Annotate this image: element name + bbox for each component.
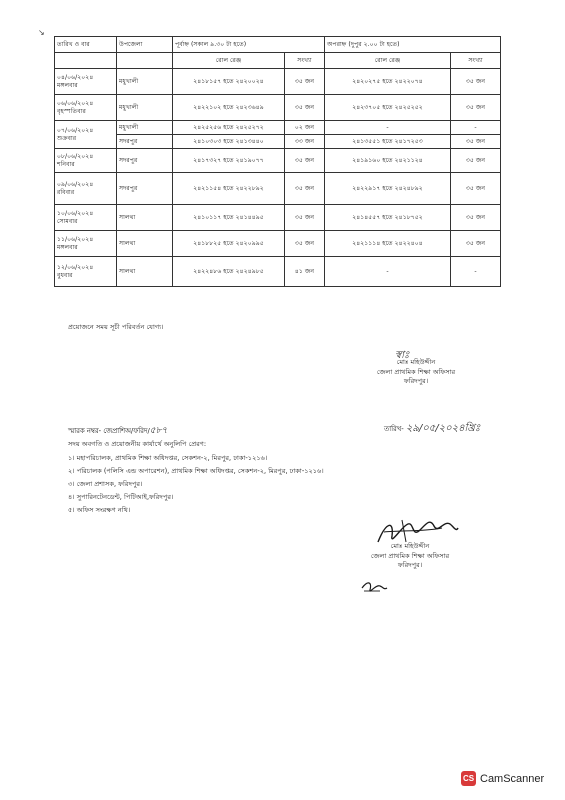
pm-roll-cell: ২৪২২৯১৭ হতে ২৪২৪৮৯২ (325, 173, 451, 205)
pm-roll-cell: ২৪২৩৭০৫ হতে ২৪২৫২৫২ (325, 95, 451, 121)
header-date-day: তারিখ ও বার (55, 37, 117, 53)
upazila-cell: সালথা (117, 257, 173, 287)
am-count-cell: ৩৫ জন (285, 231, 325, 257)
table-header-row (55, 37, 501, 53)
camscanner-label: CamScanner (480, 772, 545, 785)
am-roll-cell: ২৪১৮৮২৫ হতে ২৪২০৯৯৫ (173, 231, 285, 257)
table-row (55, 205, 501, 231)
pm-count-cell: ৩৫ জন (451, 135, 501, 149)
header-am-count: সংখ্যা (285, 53, 325, 69)
am-count-cell: ৩৫ জন (285, 95, 325, 121)
officer-name: মোঃ মহিউদ্দীন (390, 542, 430, 550)
am-count-cell: ৩৫ জন (285, 69, 325, 95)
table-row (55, 69, 501, 95)
am-roll-cell: ২৪১০৩০৩ হতে ২৪১৩৪৪০ (173, 135, 285, 149)
table-subheader-row (55, 53, 501, 69)
header-afternoon: অপরাহ্ন (দুপুর ২.০০ টা হতে) (325, 37, 501, 53)
pm-count-cell: ৩৫ জন (451, 149, 501, 173)
memo-date-label: তারিখ- (384, 425, 404, 433)
am-count-cell: ৩৫ জন (285, 205, 325, 231)
header-am-roll-range: রোল রেঞ্জ (173, 53, 285, 69)
signature-block-2 (340, 542, 480, 571)
corner-mark: ↘ (38, 28, 45, 37)
am-roll-cell: ২৪১৮১৫৭ হতে ২৪২০০২৪ (173, 69, 285, 95)
memo-number (68, 423, 167, 438)
date-cell: ১২/০৬/২০২৪ বুধবার (55, 257, 117, 287)
pm-roll-cell: ২৪২১১১৪ হতে ২৪২২৪০৪ (325, 231, 451, 257)
list-item: ২। পরিচালক (পলিসি এন্ড অপারেশন), প্রাথমিক শিক্ষা অধিদপ্তর, সেকশন-২, মিরপুর, ঢাকা-১২১৬। (68, 467, 324, 475)
memo-date-value: ২৯/০৫/২০২৪খ্রিঃ (405, 423, 481, 434)
pm-roll-cell: ২৪১৯১৬০ হতে ২৪২১১২৪ (325, 149, 451, 173)
initials-mark (360, 578, 388, 594)
date-cell: ০৭/০৬/২০২৪ শুক্রবার (55, 121, 117, 149)
table-row (55, 149, 501, 173)
signature-mark: স্বাঃ (395, 350, 410, 361)
memo-number-label: স্মারক নম্বর- জেপ্রাশিঅ/ফরিদ/ (68, 427, 150, 435)
am-roll-cell: ২৪২২১০২ হতে ২৪২৩৬৪৯ (173, 95, 285, 121)
upazila-cell: সালথা (117, 231, 173, 257)
upazila-cell: সদরপুর (117, 135, 173, 149)
pm-count-cell: ৩৫ জন (451, 205, 501, 231)
list-item: ৩। জেলা প্রশাসক, ফরিদপুর। (68, 480, 143, 488)
cc-heading: সদয় অবগতি ও প্রয়োজনীয় কার্যার্থে অনুলিপি প্রেরণ: (68, 440, 207, 448)
camscanner-logo-icon: CS (461, 771, 476, 786)
upazila-cell: সদরপুর (117, 173, 173, 205)
officer-place: ফরিদপুর। (403, 377, 429, 386)
table-row (55, 231, 501, 257)
upazila-cell: সদরপুর (117, 149, 173, 173)
subheader-empty (55, 53, 117, 69)
pm-roll-cell: ২৪১৩৫৫১ হতে ২৪১৭২৫৩ (325, 135, 451, 149)
table-row (55, 135, 501, 149)
officer-title: জেলা প্রাথমিক শিক্ষা অফিসার (370, 551, 450, 560)
date-cell: ১১/০৬/২০২৪ মঙ্গলবার (55, 231, 117, 257)
date-cell: ১০/০৬/২০২৪ সোমবার (55, 205, 117, 231)
am-count-cell: ৩৫ জন (285, 173, 325, 205)
table-row (55, 121, 501, 135)
pm-roll-cell: ২৪১৪৫৫৭ হতে ২৪১৮৭৫২ (325, 205, 451, 231)
header-pm-count: সংখ্যা (451, 53, 501, 69)
pm-roll-cell: ২৪২০২৭৫ হতে ২৪২২০৭৪ (325, 69, 451, 95)
header-pm-roll-range: রোল রেঞ্জ (325, 53, 451, 69)
upazila-cell: মধুখালী (117, 95, 173, 121)
schedule-change-note: প্রয়োজনে সময় সূচী পরিবর্তন যোগ্য। (68, 323, 164, 331)
am-count-cell: ৪১ জন (285, 257, 325, 287)
date-cell: ০৮/০৬/২০২৪ শনিবার (55, 149, 117, 173)
pm-count-cell: ৩৫ জন (451, 69, 501, 95)
table-row (55, 173, 501, 205)
date-cell: ০৯/০৬/২০২৪ রবিবার (55, 173, 117, 205)
am-count-cell: ০২ জন (285, 121, 325, 135)
am-count-cell: ৩৫ জন (285, 149, 325, 173)
pm-count-cell: ৩৫ জন (451, 173, 501, 205)
header-morning: পূর্বাহ্ন (সকাল ৯.৩০ টা হতে) (173, 37, 325, 53)
memo-number-value: ৫৮৭ (149, 426, 168, 436)
am-roll-cell: ২৪১০১১৭ হতে ২৪১৪৪৯৫ (173, 205, 285, 231)
subheader-empty (117, 53, 173, 69)
pm-count-cell: ৩৫ জন (451, 95, 501, 121)
officer-title: জেলা প্রাথমিক শিক্ষা অফিসার (376, 367, 456, 376)
date-cell: ০৪/০৬/২০২৪ মঙ্গলবার (55, 69, 117, 95)
pm-roll-cell: - (325, 121, 451, 135)
signature-block-1 (356, 358, 476, 387)
am-count-cell: ৩৩ জন (285, 135, 325, 149)
camscanner-watermark (461, 771, 544, 786)
cc-list (68, 452, 324, 517)
exam-schedule-table (54, 36, 501, 287)
pm-count-cell: - (451, 121, 501, 135)
memo-date (384, 421, 480, 438)
upazila-cell: মধুখালী (117, 69, 173, 95)
am-roll-cell: ২৪২৫২৫৬ হতে ২৪২৫২৭২ (173, 121, 285, 135)
upazila-cell: মধুখালী (117, 121, 173, 135)
date-cell: ০৬/০৬/২০২৪ বৃহস্পতিবার (55, 95, 117, 121)
upazila-cell: সালথা (117, 205, 173, 231)
list-item: ১। মহাপরিচালক, প্রাথমিক শিক্ষা অধিদপ্তর, সেকশন-২, মিরপুর, ঢাকা-১২১৬। (68, 454, 268, 462)
table-row (55, 257, 501, 287)
pm-count-cell: - (451, 257, 501, 287)
officer-place: ফরিদপুর। (397, 561, 423, 570)
header-upazila: উপজেলা (117, 37, 173, 53)
table-row (55, 95, 501, 121)
list-item: ৫। অফিস সংরক্ষণ নথি। (68, 506, 131, 514)
officer-name: মোঃ মহিউদ্দীন (396, 358, 436, 366)
am-roll-cell: ২৪১৭৩২৭ হতে ২৪১৯০৭৭ (173, 149, 285, 173)
pm-count-cell: ৩৫ জন (451, 231, 501, 257)
list-item: ৪। সুপারিনটেনডেন্ট, পিটিআই,ফরিদপুর। (68, 493, 174, 501)
pm-roll-cell: - (325, 257, 451, 287)
am-roll-cell: ২৪২১১৫৪ হতে ২৪২২৮৯২ (173, 173, 285, 205)
am-roll-cell: ২৪২২৪৮৬ হতে ২৪২৪৯৮৫ (173, 257, 285, 287)
